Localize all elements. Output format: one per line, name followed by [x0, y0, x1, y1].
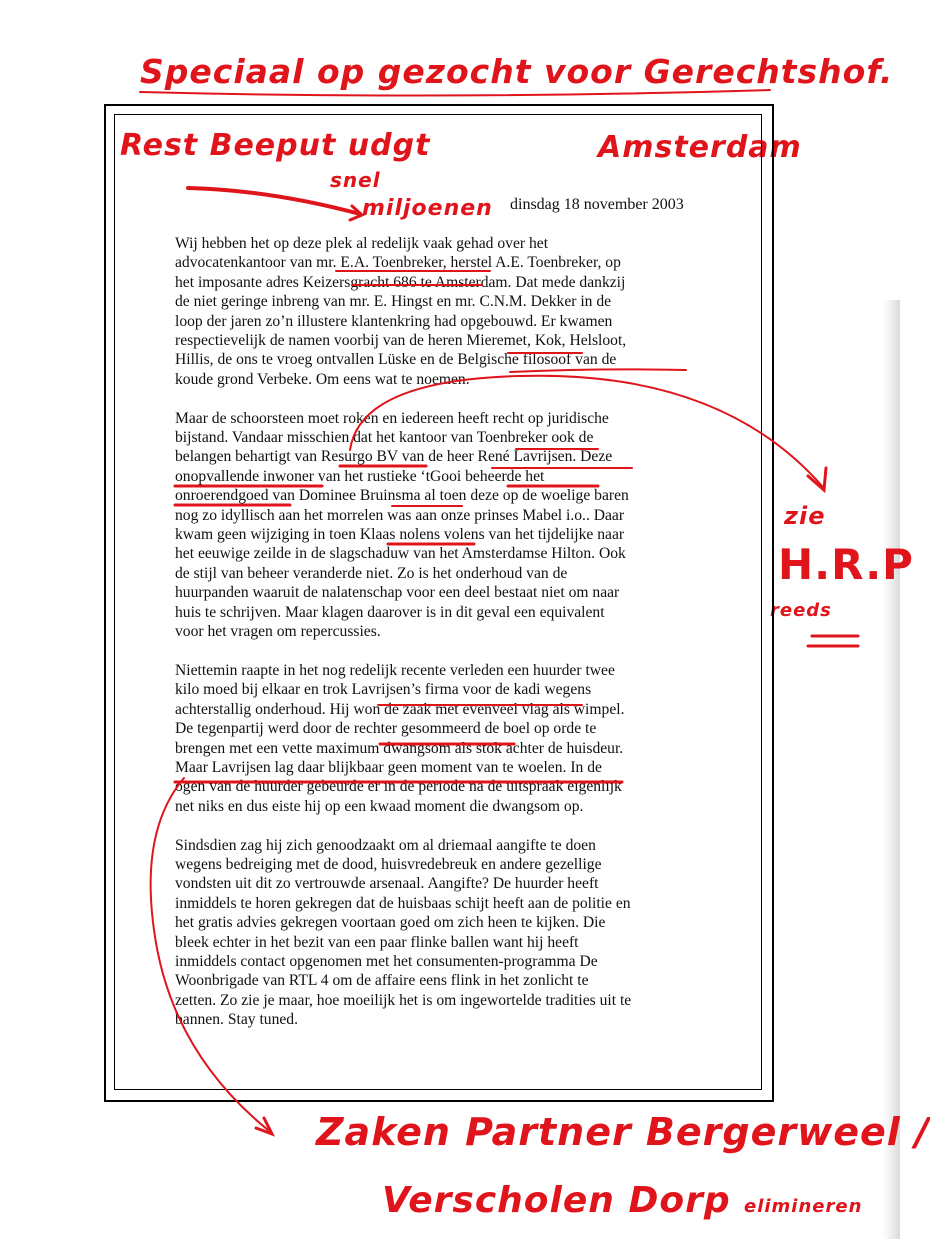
text-line: wegens bedreiging met de dood, huisvredebreuk en andere gezellige — [175, 855, 602, 873]
text-line: ogen van de huurder gebeurde er in de periode na de uitspraak eigenlijk — [175, 778, 622, 796]
arrow-to-bottom-note-head — [256, 1118, 272, 1134]
text-line: koude grond Verbeke. Om eens wat te noemen. — [175, 370, 470, 388]
text-line: advocatenkantoor van mr. E.A. Toenbreker, herstel A.E. Toenbreker, op — [175, 254, 621, 272]
scan-edge-shadow — [882, 300, 900, 1239]
text-line: de niet geringe inbreng van mr. E. Hingst en mr. C.N.M. Dekker in de — [175, 293, 612, 311]
paragraph-1 — [175, 234, 715, 389]
text-line: Maar Lavrijsen lag daar blijkbaar geen moment van te woelen. In de — [175, 758, 602, 776]
text-line: brengen met een vette maximum dwangsom als stok achter de huisdeur. — [175, 739, 624, 757]
handwritten-zie: zie — [784, 502, 826, 530]
arrow-to-hrp-head — [808, 468, 826, 490]
text-line: Sindsdien zag hij zich genoodzaakt om al driemaal aangifte te doen — [175, 836, 596, 854]
paragraph-4 — [175, 836, 715, 1030]
text-line: belangen behartigt van Resurgo BV van de heer René Lavrijsen. Deze — [175, 448, 613, 466]
text-line: bannen. Stay tuned. — [175, 1011, 298, 1029]
handwritten-elimineren: elimineren — [744, 1196, 863, 1217]
text-line: Wij hebben het op deze plek al redelijk vaak gehad over het — [175, 235, 549, 252]
text-line: voor het vragen om repercussies. — [175, 623, 381, 641]
text-line: inmiddels contact opgenomen met het consumenten-programma De — [175, 952, 598, 970]
text-line: Hillis, de ons te vroeg ontvallen Lüske en de Belgische filosoof van de — [175, 351, 617, 369]
text-line: het gratis advies gekregen voortaan goed om zich heen te kijken. Die — [175, 914, 606, 932]
text-line: bijstand. Vandaar misschien dat het kantoor van Toenbreker ook de — [175, 429, 594, 447]
text-line: net niks en dus eiste hij op een kwaad moment die dwangsom op. — [175, 797, 584, 815]
text-line: Niettemin raapte in het nog redelijk recente verleden een huurder twee — [175, 661, 615, 679]
text-line: kwam geen wijziging in toen Klaas nolens volens van het tijdelijke naar — [175, 526, 625, 544]
text-line: achterstallig onderhoud. Hij won de zaak met evenveel vlag als wimpel. — [175, 700, 625, 718]
text-line: Woonbrigade van RTL 4 om de affaire eens flink in het zonlicht te — [175, 972, 589, 990]
text-line: inmiddels te horen gekregen dat de huisbaas schijt heeft aan de politie en — [175, 894, 631, 912]
text-line: de stijl van beheer veranderde niet. Zo is het onderhoud van de — [175, 564, 568, 582]
article-body — [175, 234, 715, 1049]
handwritten-miljoenen: miljoenen — [362, 196, 493, 221]
text-line: Maar de schoorsteen moet roken en iedereen heeft recht op juridische — [175, 409, 609, 427]
text-line: onroerendgoed van Dominee Bruinsma al toen deze op de woelige baren — [175, 487, 629, 505]
handwritten-right-note: Amsterdam — [598, 130, 802, 165]
text-line: onopvallende inwoner van het rustieke ‘tGooi beheerde het — [175, 467, 545, 485]
handwritten-left-note: Rest Beeput udgt — [120, 128, 431, 163]
text-line: het imposante adres Keizersgracht 686 te Amsterdam. Dat mede dankzij — [175, 273, 626, 291]
text-line: nog zo idyllisch aan het morrelen was aan onze prinses Mabel i.o.. Daar — [175, 506, 625, 524]
handwritten-snel: snel — [330, 168, 381, 192]
text-line: loop der jaren zo’n illustere klantenkring had opgebouwd. Er kwamen — [175, 312, 613, 330]
document-date: dinsdag 18 november 2003 — [510, 196, 684, 213]
handwritten-zaken-partner: Zaken Partner Bergerweel / — [316, 1110, 930, 1154]
text-line: het eeuwige zeilde in de slagschaduw van het Amsterdamse Hilton. Ook — [175, 545, 626, 563]
text-line: huis te schrijven. Maar klagen daarover is in dit geval een equivalent — [175, 603, 605, 621]
paragraph-3 — [175, 661, 715, 816]
paragraph-2 — [175, 409, 715, 642]
text-line: vondsten uit dit zo vertrouwde arsenaal. Aangifte? De huurder heeft — [175, 875, 599, 893]
handwritten-hrp: H.R.P — [778, 540, 914, 589]
handwritten-reeds: reeds — [770, 600, 832, 621]
text-line: De tegenpartij werd door de rechter gesommeerd de boel op orde te — [175, 720, 597, 738]
handwritten-verscholen-dorp: Verscholen Dorp — [382, 1180, 731, 1221]
text-line: respectievelijk de namen voorbij van de heren Mieremet, Kok, Helsloot, — [175, 332, 627, 350]
handwritten-top-note: Speciaal op gezocht voor Gerechtshof. — [140, 52, 894, 91]
text-line: huurpanden waaruit de nalatenschap voor een deel bestaat niet om naar — [175, 584, 620, 602]
text-line: kilo moed bij elkaar en trok Lavrijsen’s firma voor de kadi wegens — [175, 681, 592, 699]
text-line: bleek echter in het bezit van een paar flinke ballen want hij heeft — [175, 933, 579, 951]
text-line: zetten. Zo zie je maar, hoe moeilijk het is om ingewortelde tradities uit te — [175, 991, 632, 1009]
